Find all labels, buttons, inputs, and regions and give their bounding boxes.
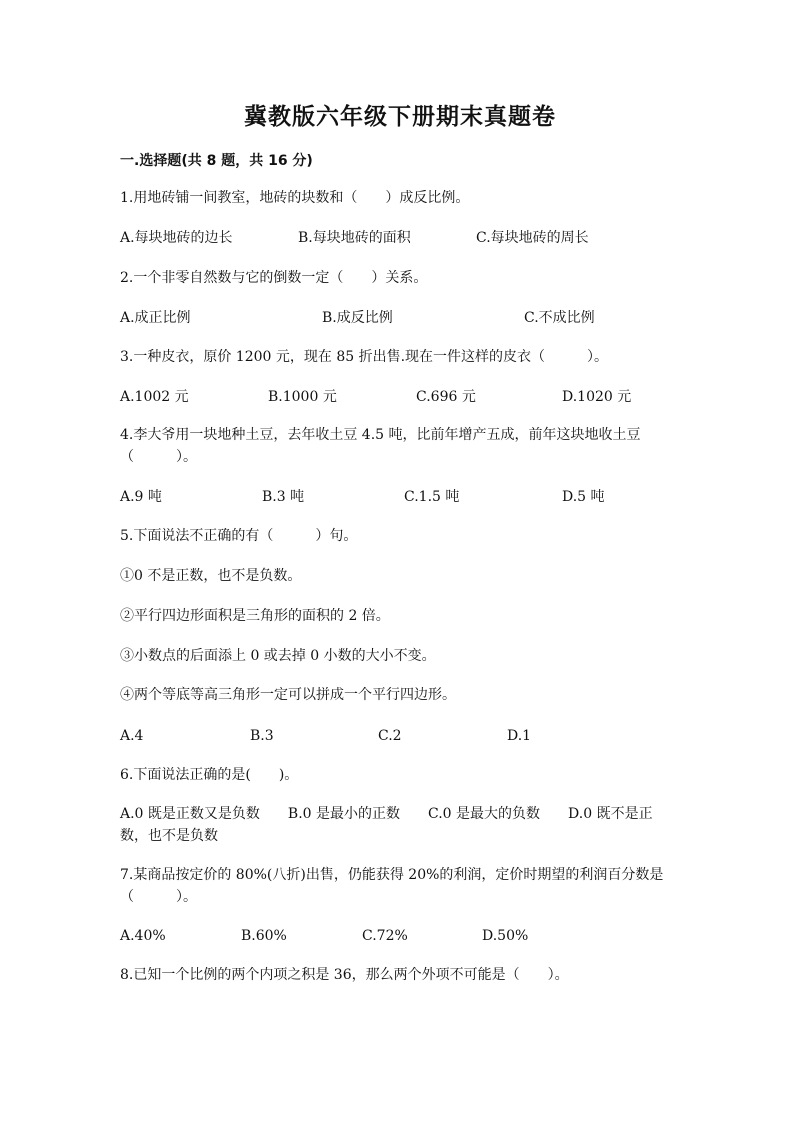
option-c[interactable]: C.1.5 吨 xyxy=(404,489,460,505)
option-a[interactable]: A.每块地砖的边长 xyxy=(120,230,233,246)
option-b[interactable]: B.成反比例 xyxy=(322,310,393,326)
question-1-stem: 1.用地砖铺一间教室，地砖的块数和（ ）成反比例。 xyxy=(120,190,470,206)
question-5-statement: ①0 不是正数，也不是负数。 xyxy=(120,568,302,584)
option-a[interactable]: A.9 吨 xyxy=(120,489,162,505)
question-5-stem: 5.下面说法不正确的有（ ）句。 xyxy=(120,528,358,544)
option-a[interactable]: A.4 xyxy=(120,728,144,744)
question-6-stem: 6.下面说法正确的是( )。 xyxy=(120,767,299,783)
option-c[interactable]: C.每块地砖的周长 xyxy=(476,230,589,246)
question-2-stem: 2.一个非零自然数与它的倒数一定（ ）关系。 xyxy=(120,270,428,286)
option-c[interactable]: C.2 xyxy=(378,728,402,744)
question-5-statement: ④两个等底等高三角形一定可以拼成一个平行四边形。 xyxy=(120,687,456,703)
option-a[interactable]: A.40% xyxy=(120,928,166,944)
option-d[interactable]: D.5 吨 xyxy=(562,489,605,505)
option-d[interactable]: D.1020 元 xyxy=(562,389,632,405)
option-c[interactable]: C.不成比例 xyxy=(524,310,595,326)
question-6-options: A.0 既是正数又是负数 B.0 是最小的正数 C.0 是最大的负数 D.0 既不是正数，也不是负数 xyxy=(120,806,653,844)
option-b[interactable]: B.每块地砖的面积 xyxy=(298,230,411,246)
option-b[interactable]: B.3 吨 xyxy=(262,489,305,505)
option-b[interactable]: B.3 xyxy=(250,728,274,744)
question-8-stem: 8.已知一个比例的两个内项之积是 36，那么两个外项不可能是（ ）。 xyxy=(120,967,569,983)
question-4-stem: 4.李大爷用一块地种土豆，去年收土豆 4.5 吨，比前年增产五成，前年这块地收土豆（ ）。 xyxy=(120,427,641,465)
section-heading: 一.选择题(共 8 题，共 16 分) xyxy=(120,153,313,169)
option-b[interactable]: B.60% xyxy=(241,928,287,944)
page-title: 冀教版六年级下册期末真题卷 xyxy=(244,104,556,130)
option-b[interactable]: B.1000 元 xyxy=(268,389,337,405)
question-5-statement: ②平行四边形面积是三角形的面积的 2 倍。 xyxy=(120,608,390,624)
option-a[interactable]: A.成正比例 xyxy=(120,310,191,326)
question-5-statement: ③小数点的后面添上 0 或去掉 0 小数的大小不变。 xyxy=(120,648,436,664)
question-7-stem: 7.某商品按定价的 80%(八折)出售，仍能获得 20%的利润，定价时期望的利润百分数是（ ）。 xyxy=(120,867,664,905)
option-d[interactable]: D.1 xyxy=(507,728,532,744)
option-c[interactable]: C.696 元 xyxy=(416,389,476,405)
option-c[interactable]: C.72% xyxy=(362,928,408,944)
option-d[interactable]: D.50% xyxy=(482,928,529,944)
option-a[interactable]: A.1002 元 xyxy=(120,389,189,405)
question-3-stem: 3.一种皮衣，原价 1200 元，现在 85 折出售.现在一件这样的皮衣（ ）。 xyxy=(120,349,609,365)
